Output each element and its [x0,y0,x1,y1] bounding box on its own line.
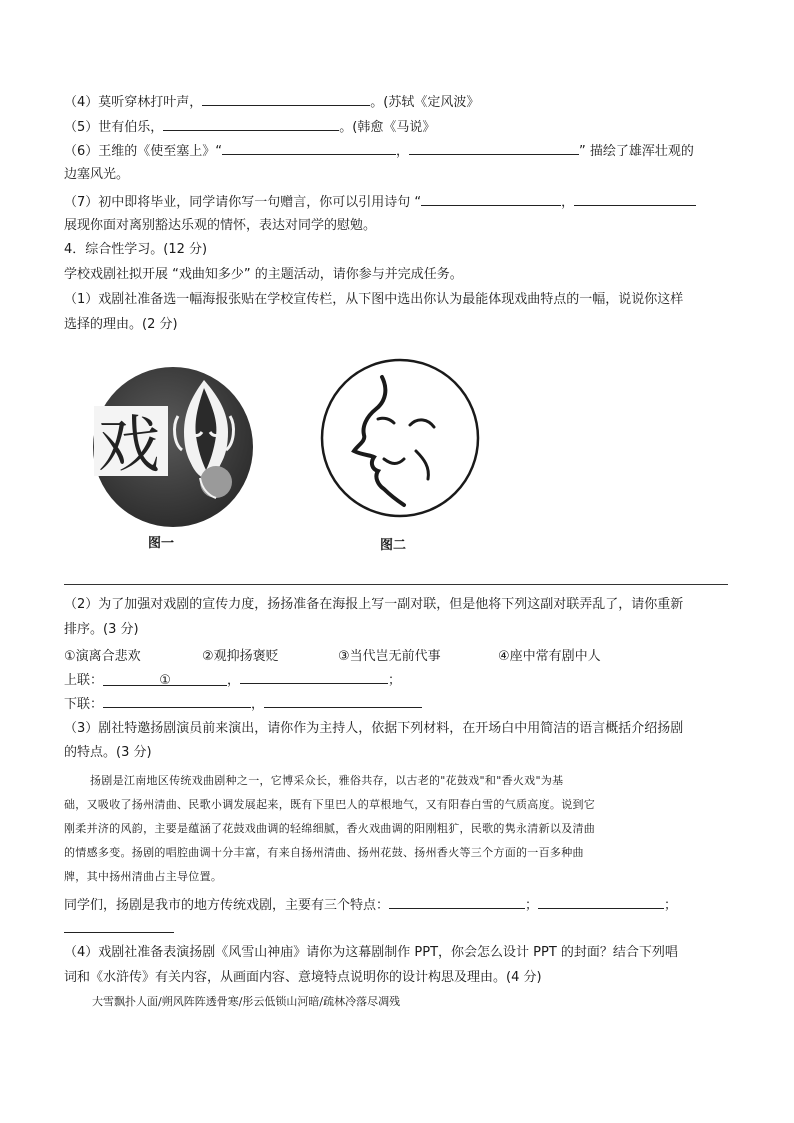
upper-blank-1[interactable]: ① [103,672,227,686]
material-line-4: 的情感多变。扬剧的唱腔曲调十分丰富，有来自扬州清曲、扬州花鼓、扬州香火等三个方面的一百多种曲 [64,846,584,859]
material-line-3: 刚柔并济的风韵，主要是蕴涵了花鼓戏曲调的轻绵细腻，香火戏曲调的阳刚粗犷，民歌的隽永清新以及清曲 [64,822,596,835]
figure-1-opera-mask [92,366,254,528]
couplet-option-3: ③当代岂无前代事 [338,649,441,664]
material-line-1: 扬剧是江南地区传统戏曲剧种之一，它博采众长，雅俗共存，以古老的"花鼓戏"和"香火戏"为基 [90,774,564,787]
q3-item7-cont: 展现你面对离别豁达乐观的情怀，表达对同学的慰勉。 [64,218,377,233]
feature-blank-2[interactable] [538,895,664,909]
answer-blank[interactable] [409,141,579,155]
q3-item4: （4）莫听穿林打叶声， 。(苏轼《定风波》 [64,92,479,112]
answer-blank[interactable] [202,92,370,106]
answer-blank[interactable] [222,141,396,155]
task2-line2: 排序。(3 分) [64,622,139,637]
q4-intro: 学校戏剧社拟开展 “戏曲知多少” 的主题活动，请你参与并完成任务。 [64,267,463,282]
figure-1-caption: 图一 [148,536,175,551]
answer-blank[interactable] [574,192,696,206]
lyric-text: 大雪飘扑人面/朔风阵阵透骨寒/彤云低锁山河暗/疏林冷落尽凋残 [92,995,401,1008]
upper-couplet: 上联： ① ， ； [64,670,401,690]
divider [64,584,728,585]
lower-blank-2[interactable] [264,694,422,708]
task2-line1: （2）为了加强对戏剧的宣传力度，扬扬准备在海报上写一副对联，但是他将下列这副对联弄乱了，请你重新 [64,597,684,612]
material-line-2: 础，又吸收了扬州清曲、民歌小调发展起来，既有下里巴人的草根地气，又有阳春白雪的气质高度。说到它 [64,798,596,811]
q3-item6-cont: 边塞风光。 [64,167,130,182]
lower-couplet: 下联： ， [64,694,422,714]
couplet-option-1: ①演离合悲欢 [64,649,141,664]
lower-blank-1[interactable] [103,694,251,708]
task4-line2: 词和《水浒传》有关内容，从画面内容、意境特点说明你的设计构思及理由。(4 分) [64,970,542,985]
figure-2-caption: 图二 [380,538,407,553]
task4-line1: （4）戏剧社准备表演扬剧《风雪山神庙》请你为这幕剧制作 PPT，你会怎么设计 PPT 的封面？结合下列唱 [64,945,678,960]
task1-line2: 选择的理由。(2 分) [64,317,178,332]
task3-answer: 同学们，扬剧是我市的地方传统戏剧，主要有三个特点： ； ； [64,895,677,915]
task1-line1: （1）戏剧社准备选一幅海报张贴在学校宣传栏，从下图中选出你认为最能体现戏曲特点的一幅，说说你这样 [64,292,684,307]
material-line-5: 牌，其中扬州清曲占主导位置。 [64,870,223,883]
answer-blank[interactable] [163,117,339,131]
q3-item6: （6）王维的《使至塞上》“ ， ” 描绘了雄浑壮观的 [64,141,694,161]
couplet-option-2: ②观抑扬褒贬 [202,649,279,664]
q3-item5: （5）世有伯乐， 。(韩愈《马说》 [64,117,435,137]
answer-blank[interactable] [421,192,561,206]
q3-item7: （7）初中即将毕业，同学请你写一句赠言，你可以引用诗句 “ ， [64,192,696,212]
task3-line2: 的特点。(3 分) [64,745,152,760]
feature-blank-3[interactable] [64,919,174,933]
couplet-option-4: ④座中常有剧中人 [498,649,601,664]
fig1-character: 戏 [98,408,161,481]
feature-blank-1[interactable] [389,895,525,909]
figure-2-face-profile [318,355,482,521]
upper-blank-2[interactable] [240,670,388,684]
task3-line1: （3）剧社特邀扬剧演员前来演出，请你作为主持人，依据下列材料，在开场白中用简洁的语言概括介绍扬剧 [64,721,684,736]
task3-answer-cont [64,919,174,939]
q4-heading: 4．综合性学习。(12 分) [64,242,208,257]
